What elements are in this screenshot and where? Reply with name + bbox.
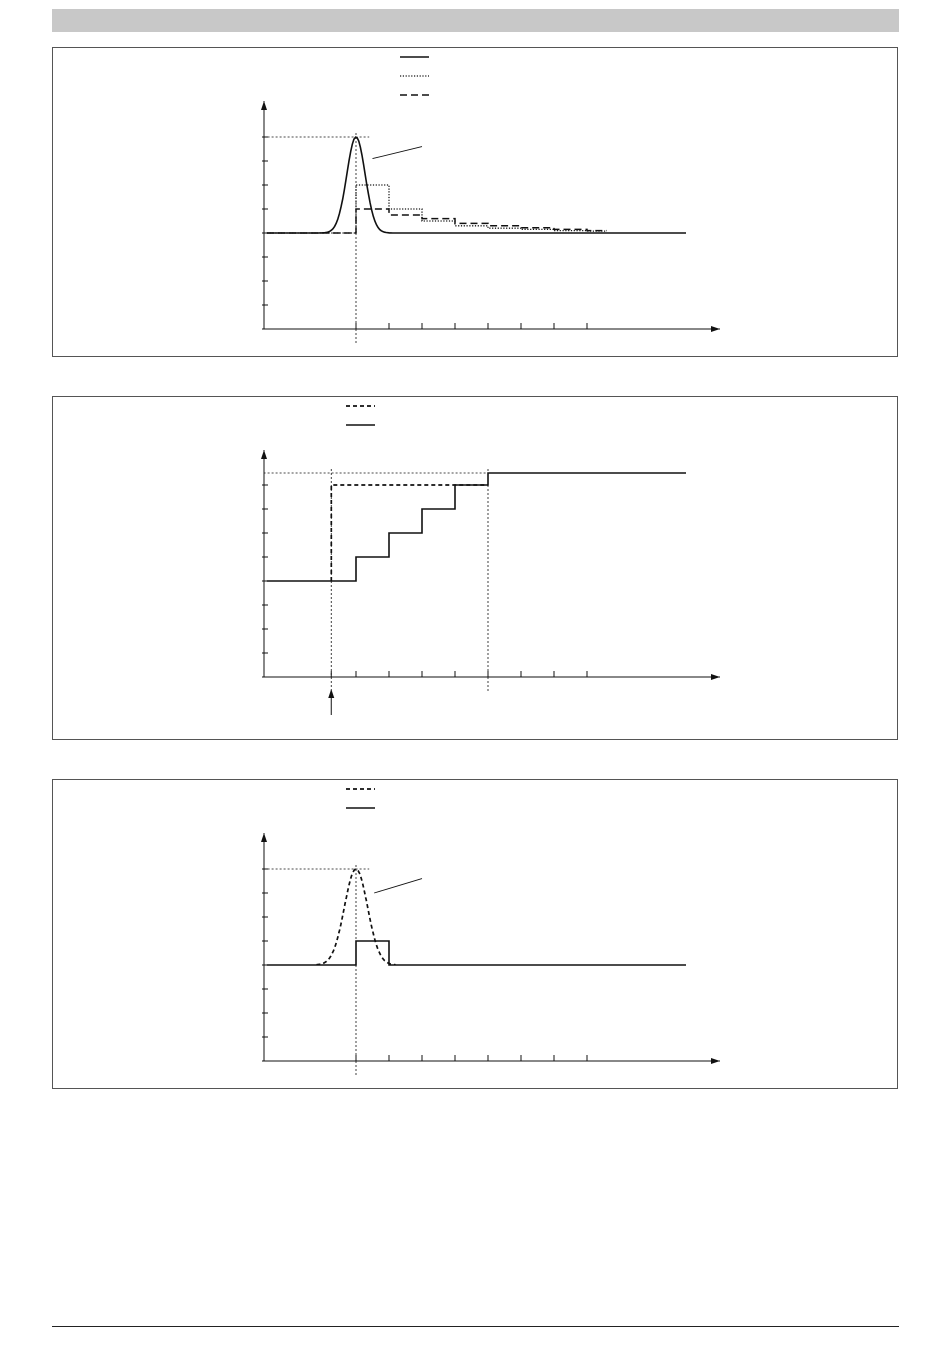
series-line-3-dashed: [267, 209, 607, 233]
figure-2-panel: [52, 396, 898, 740]
figure-1-panel: [52, 47, 898, 357]
annotation-leader-line: [373, 147, 423, 159]
figure-3-chart: [53, 780, 899, 1090]
y-axis-arrowhead: [261, 101, 267, 110]
series-line-2-solid: [267, 473, 686, 581]
footer-rule: [52, 1326, 899, 1327]
series-line-2-solid: [267, 941, 686, 965]
series-line-1-solid: [267, 137, 686, 233]
header-bar: [52, 9, 899, 32]
figure-2-chart: [53, 397, 899, 741]
x-axis-arrowhead: [711, 674, 720, 680]
annotation-leader-line: [374, 879, 422, 893]
figure-1-chart: [53, 48, 899, 358]
figure-3-panel: [52, 779, 898, 1089]
y-axis-arrowhead: [261, 450, 267, 459]
trigger-arrow-head: [328, 689, 334, 698]
series-line-2-dotted: [267, 185, 607, 233]
x-axis-arrowhead: [711, 326, 720, 332]
x-axis-arrowhead: [711, 1058, 720, 1064]
y-axis-arrowhead: [261, 833, 267, 842]
